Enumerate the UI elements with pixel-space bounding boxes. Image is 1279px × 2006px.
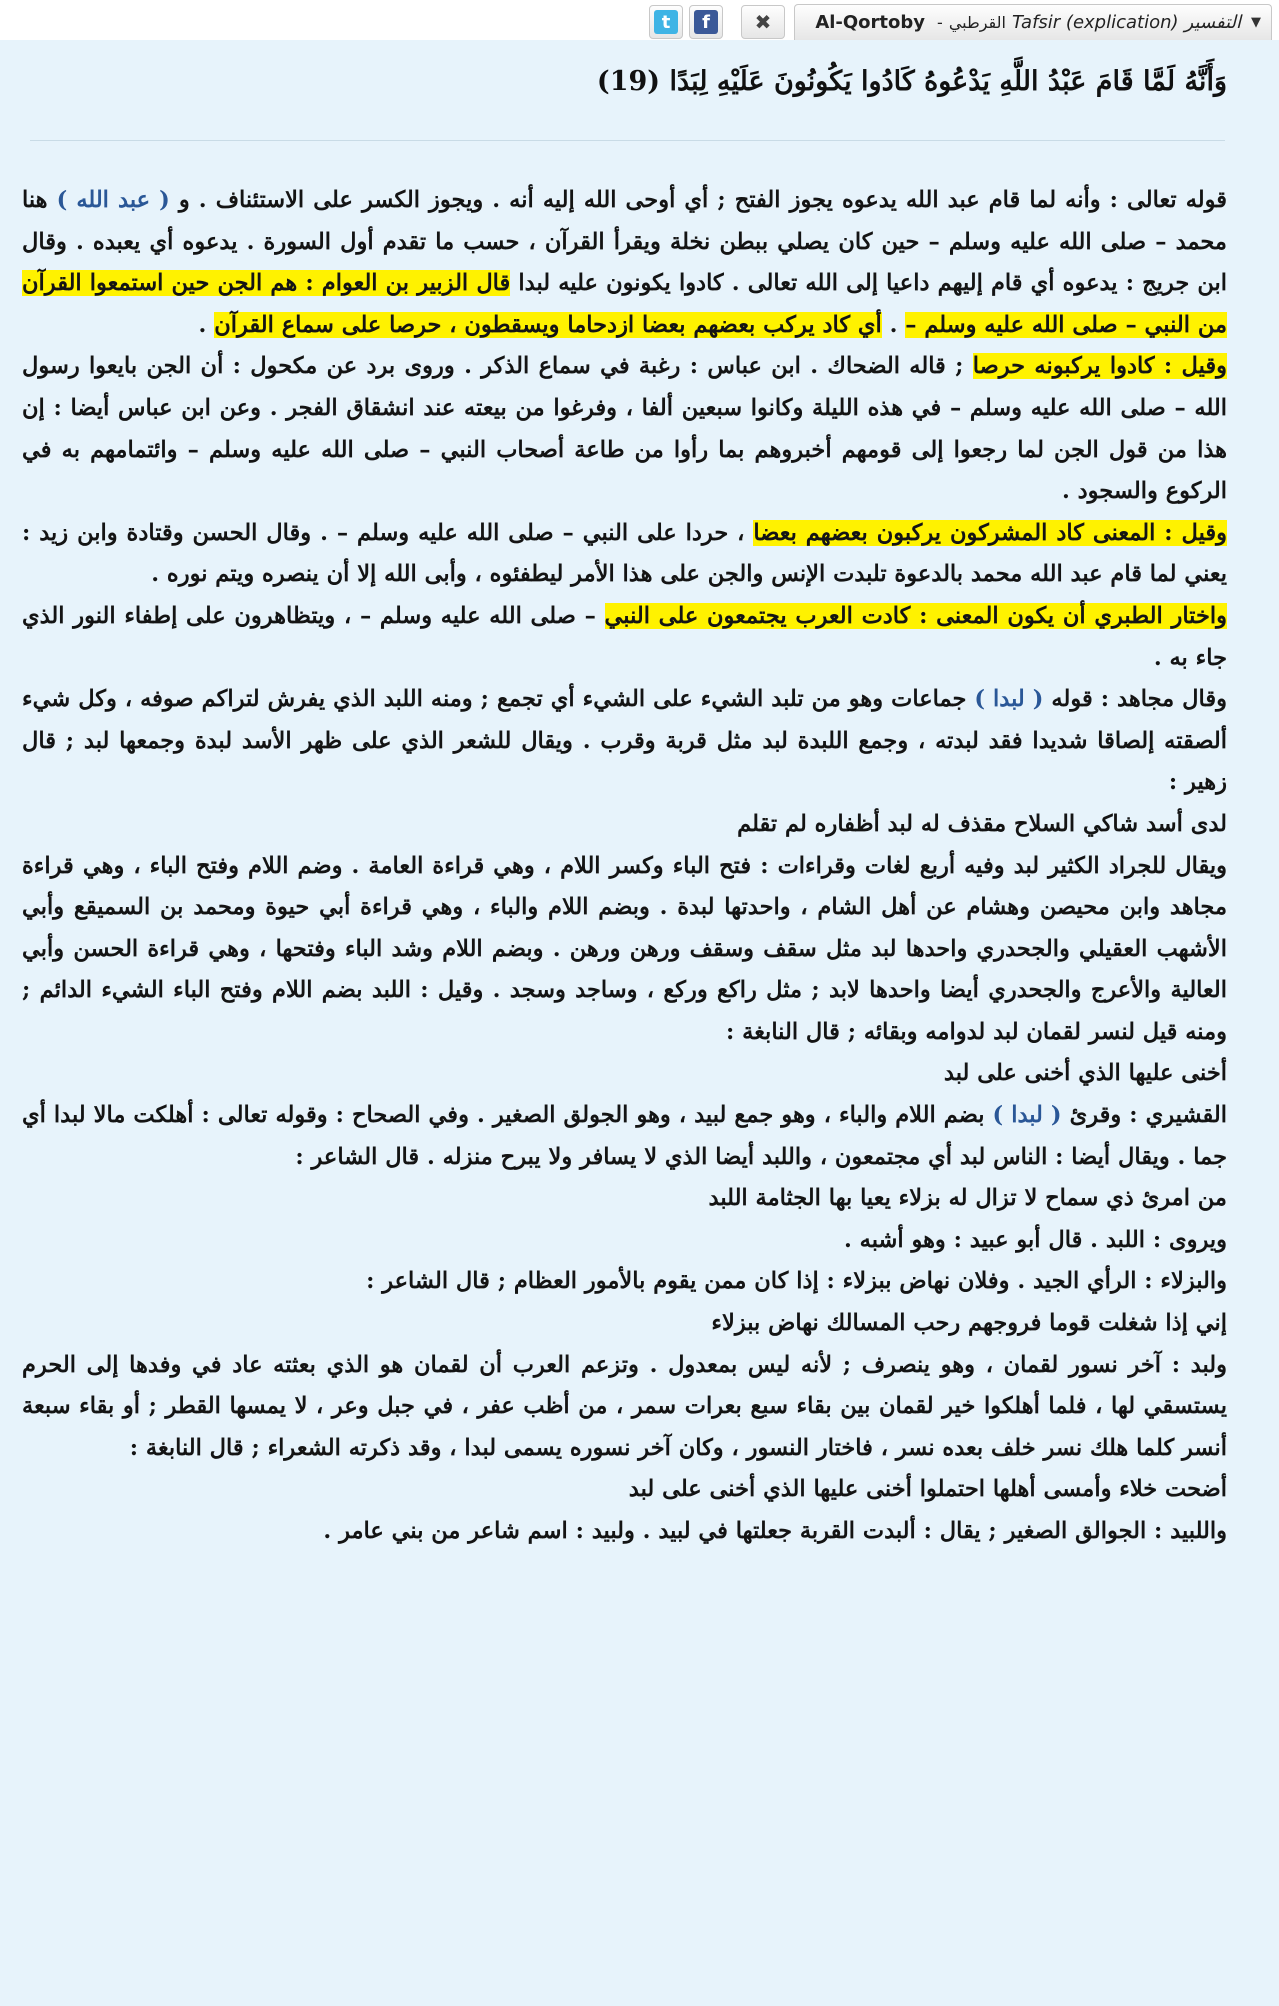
text-run: – صلى الله عليه وسلم – ، ويتظاهرون على إطفاء النور الذي جاء به . [22, 602, 1227, 671]
text-run: جماعات وهو من تلبد الشيء على الشيء أي تجمع ; ومنه اللبد الذي يفرش لتراكم صوفه ، وكل شيء ألصقته إلصاقا شديدا فقد لبدته ، وجمع اللبدة لبد مثل قربة وقرب . ويقال للشعر الذي على ظهر الأسد لبدة وجمعها لبد ; قال زهير : [22, 686, 1227, 796]
quran-verse [47, 60, 1227, 104]
divider [30, 140, 1225, 141]
verse-reference-link[interactable]: ( لبدا ) [992, 1102, 1062, 1129]
paragraph: ولبد : آخر نسور لقمان ، وهو ينصرف ; لأنه ليس بمعدول . وتزعم العرب أن لقمان هو الذي بعثته عاد في وفدها إلى الحرم يستسقي لها ، فلما أهلكوا خير لقمان بين بقاء سبع بعرات سمر ، من أظب عفر ، في جبل وعر ، لا يمسها القطر ; أو بقاء سبعة أنسر كلما هلك نسر خلف بعده نسر ، فاختار النسور ، وكان آخر نسوره يسمى لبدا ، وقد ذكرته الشعراء ; قال النابغة : [22, 1351, 1227, 1461]
tafsir-title-en: Tafsir (explication) [1011, 12, 1179, 33]
author-name-en: Al-Qortoby [815, 12, 926, 33]
poetry-line: من امرئ ذي سماح لا تزال له بزلاء يعيا بها الجثامة اللبد [708, 1185, 1227, 1212]
facebook-share-button[interactable] [689, 5, 723, 39]
highlighted-text: وقيل : المعنى كاد المشركون يركبون بعضهم بعضا [753, 519, 1227, 546]
paragraph [22, 1095, 1227, 1178]
close-icon: ✖ [754, 10, 772, 34]
highlighted-text: واختار الطبري أن يكون المعنى : كادت العرب يجتمعون على النبي [604, 602, 1227, 629]
twitter-icon: t [654, 10, 678, 34]
poetry-line: أضحت خلاء وأمسى أهلها احتملوا أخنى عليها الذي أخنى على لبد [628, 1476, 1227, 1503]
facebook-icon: f [694, 10, 718, 34]
text-run: . [198, 311, 215, 338]
paragraph: والبزلاء : الرأي الجيد . وفلان نهاض ببزلاء : إذا كان ممن يقوم بالأمور العظام ; قال الشاعر : [366, 1268, 1227, 1295]
text-run: وقال مجاهد : قوله [1043, 686, 1227, 713]
paragraph [22, 513, 1227, 596]
highlighted-text: وقيل : كادوا يركبونه حرصا [972, 353, 1228, 380]
author-separator: - [937, 13, 943, 32]
twitter-share-button[interactable] [649, 5, 683, 39]
close-button[interactable] [741, 5, 785, 39]
text-run: ; قاله الضحاك . ابن عباس : رغبة في سماع الذكر . وروى برد عن مكحول : أن الجن بايعوا رسول الله – صلى الله عليه وسلم – في هذه الليلة وكانوا سبعين ألفا ، وفرغوا من بيعته عند انشقاق الفجر . وعن ابن عباس أيضا : إن هذا من قول الجن لما رجعوا إلى قومهم أخبروهم بما رأوا من طاعة أصحاب النبي – صلى الله عليه وسلم – وائتمامهم به في الركوع والسجود . [22, 353, 1227, 505]
text-run: بضم اللام والباء ، وهو جمع لبيد ، وهو الجولق الصغير . وفي الصحاح : وقوله تعالى : أهلكت مالا لبدا أي جما . ويقال أيضا : الناس لبد أي مجتمعون ، واللبد أيضا الذي لا يسافر ولا يبرح منزله . قال الشاعر : [22, 1102, 1227, 1170]
tafsir-panel [0, 40, 1279, 2006]
caret-down-icon: ▼ [1251, 15, 1261, 30]
paragraph [22, 346, 1227, 512]
poetry-line: إني إذا شغلت قوما فروجهم رحب المسالك نهاض ببزلاء [711, 1310, 1227, 1337]
text-run: ، حردا على النبي – صلى الله عليه وسلم – . وقال الحسن وقتادة وابن زيد : يعني لما قام عبد الله محمد بالدعوة تلبدت الإنس والجن على هذا الأمر ليطفئوه ، وأبى الله إلا أن ينصره ويتم نوره . [22, 519, 1227, 588]
tafsir-title-ar: التفسير [1184, 12, 1241, 33]
verse-number: (19) [596, 66, 661, 97]
verse-text: وَأَنَّهُ لَمَّا قَامَ عَبْدُ اللَّهِ يَدْعُوهُ كَادُوا يَكُونُونَ عَلَيْهِ لِبَدًا [669, 66, 1227, 97]
highlighted-text: قال الزبير بن العوام : هم الجن حين استمعوا القرآن من النبي – صلى الله عليه وسلم – [22, 270, 1227, 338]
highlighted-text: أي كاد يركب بعضهم بعضا ازدحاما ويسقطون ، حرصا على سماع القرآن [214, 311, 882, 338]
poetry-line: أخنى عليها الذي أخنى على لبد [943, 1060, 1227, 1087]
paragraph [22, 180, 1227, 346]
poetry-line: لدى أسد شاكي السلاح مقذف له لبد أظفاره لم تقلم [737, 810, 1227, 837]
tafsir-text [22, 180, 1227, 1553]
text-run: هنا محمد – صلى الله عليه وسلم – حين كان يصلي ببطن نخلة ويقرأ القرآن ، حسب ما تقدم أول السورة . يدعوه أي يعبده . وقال ابن جريج : يدعوه أي قام إليهم داعيا إلى الله تعالى . كادوا يكونون عليه لبدا [22, 187, 1227, 297]
text-run: قوله تعالى : وأنه لما قام عبد الله يدعوه يجوز الفتح ; أي أوحى الله إليه أنه . ويجوز الكسر على الاستئناف . و [169, 187, 1228, 213]
text-run: . [881, 311, 906, 338]
top-toolbar [0, 0, 1279, 40]
paragraph: ويروى : اللبد . قال أبو عبيد : وهو أشبه . [843, 1226, 1227, 1253]
author-name-ar: القرطبي [948, 13, 1006, 32]
text-run: القشيري : وقرئ [1061, 1102, 1228, 1129]
tafsir-selector-button[interactable] [794, 4, 1272, 40]
paragraph [22, 596, 1227, 679]
verse-reference-link[interactable]: ( لبدا ) [974, 686, 1044, 713]
paragraph: واللبيد : الجوالق الصغير ; يقال : ألبدت القربة جعلتها في لبيد . ولبيد : اسم شاعر من بني عامر . [323, 1518, 1227, 1544]
paragraph: ويقال للجراد الكثير لبد وفيه أربع لغات وقراءات : فتح الباء وكسر اللام ، وهي قراءة العامة . وضم اللام وفتح الباء ، وهي قراءة مجاهد وابن محيصن وهشام عن أهل الشام ، واحدتها لبدة . وبضم اللام والباء ، وهي قراءة أبي حيوة ومحمد بن السميقع وأبي الأشهب العقيلي والجحدري واحدها لبد مثل سقف وسقف ورهن ورهن . وبضم اللام وشد الباء وفتحها ، وهي قراءة الحسن وأبي العالية والأعرج والجحدري أيضا واحدها لابد ; مثل راكع وركع ، وساجد وسجد . وقيل : اللبد بضم اللام وفتح الباء الشيء الدائم ; ومنه قيل لنسر لقمان لبد لدوامه وبقائه ; قال النابغة : [22, 852, 1227, 1045]
verse-reference-link[interactable]: ( عبد الله ) [56, 187, 170, 213]
paragraph [22, 679, 1227, 804]
